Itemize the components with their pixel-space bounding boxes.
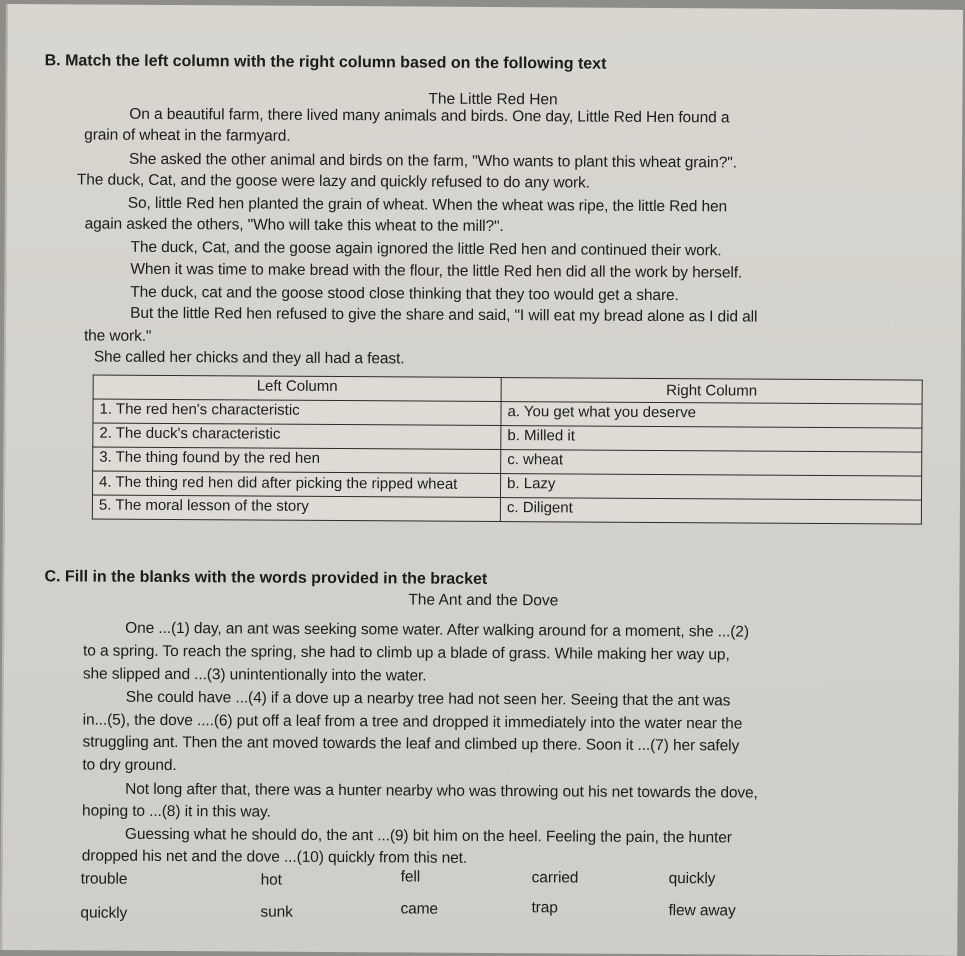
word-bank-item: trouble — [80, 870, 128, 888]
right-item-b: b. Milled it — [501, 426, 922, 453]
word-bank-item: quickly — [668, 870, 716, 888]
left-item-1: 1. The red hen's characteristic — [93, 399, 501, 425]
paragraph-line: On a beautiful farm, there lived many animals and birds. One day, Little Red Hen found a — [129, 105, 730, 127]
paragraph-line: grain of wheat in the farmyard. — [84, 126, 291, 145]
paragraph-line: the work." — [83, 327, 152, 345]
word-bank-item: fell — [400, 868, 421, 886]
worksheet-page — [0, 4, 963, 956]
word-bank-item: flew away — [668, 902, 736, 920]
paragraph-line: So, little Red hen planted the grain of wheat. When the wheat was ripe, the little Red hen — [127, 194, 728, 216]
paragraph-line: She could have ...(4) if a dove up a nearby tree had not seen her. Seeing that the ant was — [125, 688, 731, 710]
right-item-c: c. wheat — [501, 450, 922, 477]
right-item-e: c. Diligent — [500, 498, 921, 525]
story-title-red-hen: The Little Red Hen — [428, 90, 558, 109]
paragraph-line: dropped his net and the dove ...(10) quickly from this net. — [81, 847, 468, 867]
word-bank-item: quickly — [80, 904, 128, 922]
left-item-2: 2. The duck's characteristic — [93, 423, 501, 449]
left-item-4: 4. The thing red hen did after picking the ripped wheat — [93, 471, 501, 497]
paragraph-line: again asked the others, "Who will take this wheat to the mill?". — [84, 215, 504, 236]
paragraph-line: One ...(1) day, an ant was seeking some water. After walking around for a moment, she ...(2) — [125, 619, 749, 641]
right-item-d: b. Lazy — [500, 474, 921, 501]
paragraph-line: The duck, cat and the goose stood close thinking that they too would get a share. — [130, 283, 679, 305]
paragraph-line: struggling ant. Then the ant moved towards the leaf and climbed up there. Soon it ...(7) her safely — [82, 733, 740, 755]
paragraph-line: hoping to ...(8) it in this way. — [82, 802, 271, 821]
section-c-instruction: C. Fill in the blanks with the words provided in the bracket — [44, 568, 488, 588]
word-bank-item: sunk — [260, 903, 293, 921]
paragraph-line: The duck, Cat, and the goose were lazy and quickly refused to do any work. — [76, 171, 590, 192]
matching-table — [92, 375, 923, 525]
word-bank-item: came — [400, 900, 439, 918]
paragraph-line: The duck, Cat, and the goose again ignored the little Red hen and continued their work. — [130, 238, 722, 260]
right-item-a: a. You get what you deserve — [501, 402, 922, 429]
right-column-header: Right Column — [501, 378, 922, 405]
left-item-5: 5. The moral lesson of the story — [92, 495, 500, 521]
paragraph-line: to a spring. To reach the spring, she had to climb up a blade of grass. While making her way up, — [82, 642, 730, 664]
left-item-3: 3. The thing found by the red hen — [93, 447, 501, 473]
left-column-header: Left Column — [93, 375, 501, 401]
paragraph-line: she slipped and ...(3) unintentionally into the water. — [82, 665, 427, 685]
paragraph-line: Not long after that, there was a hunter nearby who was throwing out his net towards the dove, — [125, 780, 758, 802]
paragraph-line: She asked the other animal and birds on the farm, "Who wants to plant this wheat grain?". — [129, 150, 737, 172]
word-bank-item: hot — [260, 871, 282, 889]
paragraph-line: in...(5), the dove ....(6) put off a leaf from a tree and dropped it immediately into the water near the — [82, 711, 743, 733]
paragraph-line: When it was time to make bread with the flour, the little Red hen did all the work by herself. — [130, 260, 743, 282]
word-bank-item: carried — [531, 869, 579, 887]
paragraph-line: Guessing what he should do, the ant ...(9) bit him on the heel. Feeling the pain, the hunter — [124, 825, 732, 847]
paragraph-line: to dry ground. — [82, 756, 177, 775]
section-b-instruction: B. Match the left column with the right column based on the following text — [44, 52, 607, 73]
paragraph-line: But the little Red hen refused to give the share and said, "I will eat my bread alone as I did all — [130, 304, 758, 326]
word-bank-item: trap — [531, 899, 558, 917]
story-title-ant-dove: The Ant and the Dove — [408, 591, 559, 610]
paragraph-line: She called her chicks and they all had a feast. — [93, 348, 405, 368]
